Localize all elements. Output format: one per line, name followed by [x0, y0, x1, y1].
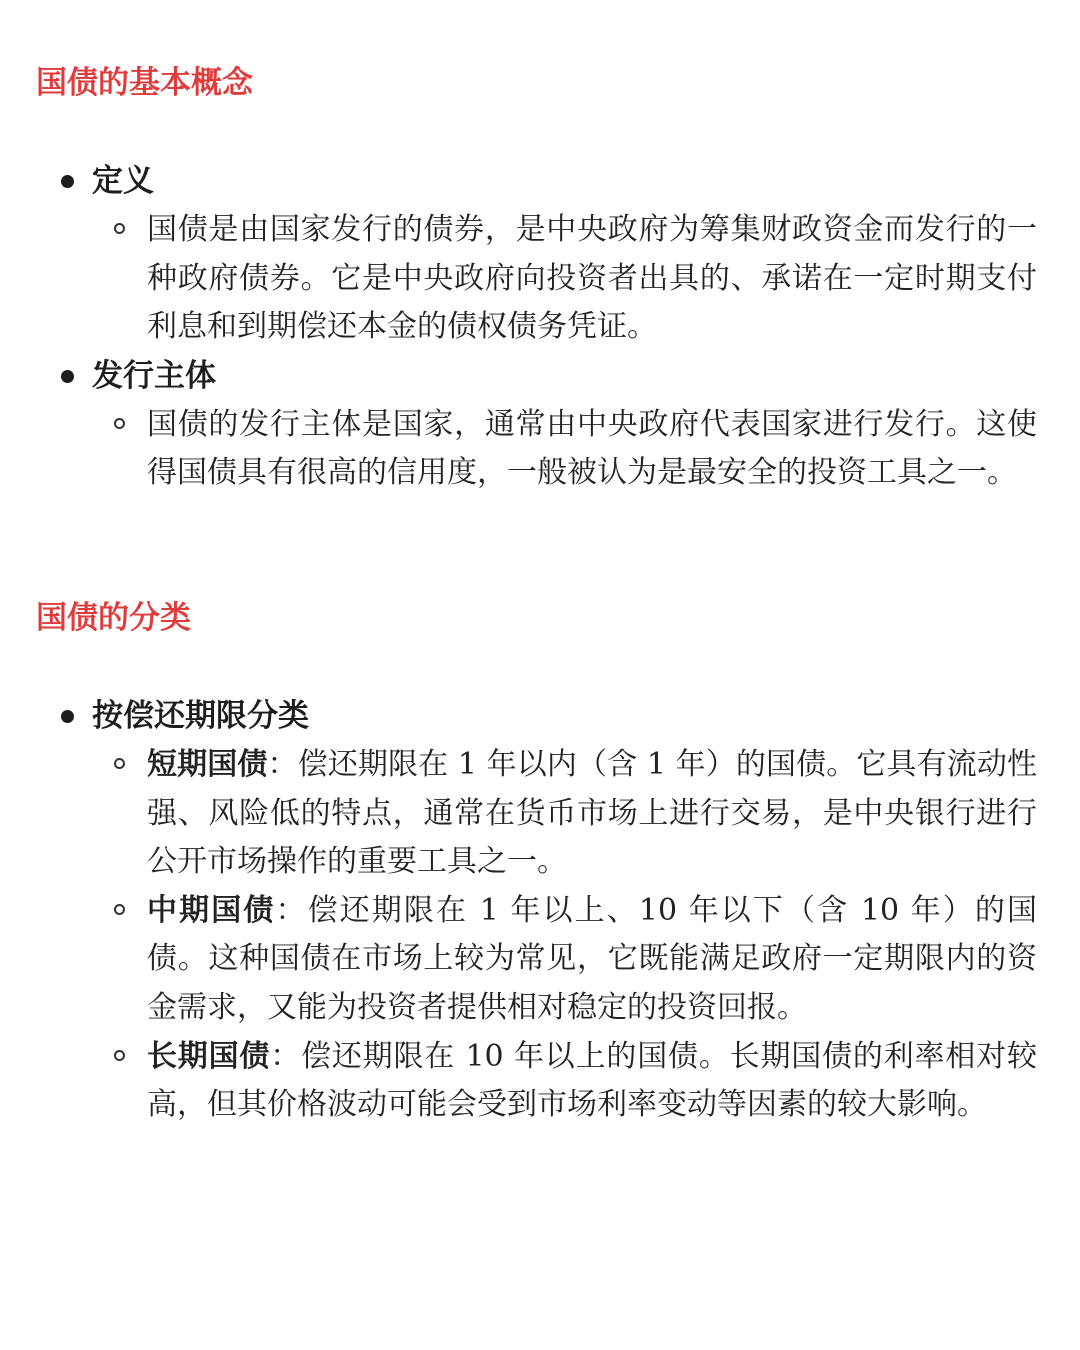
bullet-circle-icon	[114, 418, 125, 429]
bullet-circle-icon	[114, 223, 125, 234]
sub-item-medium-term	[92, 887, 1080, 1033]
bullet-circle-icon	[114, 758, 125, 769]
item-label-issuer: 发行主体	[92, 357, 216, 394]
sub-text-medium-term	[147, 887, 1037, 1033]
list-item-issuer	[0, 352, 1080, 498]
item-label-definition: 定义	[92, 163, 154, 199]
bullet-disc-icon	[61, 370, 74, 383]
sub-item-definition	[92, 206, 1080, 352]
section-title-classification: 国债的分类	[36, 600, 191, 636]
sub-item-short-term	[92, 741, 1080, 887]
desc-long-term: ：偿还期限在 10 年以上的国债。长期国债的利率相对较高，但其价格波动可能会受到市场利率变动等因素的较大影响。	[147, 1038, 1037, 1123]
desc-medium-term: ：偿还期限在 1 年以上、10 年以下（含 10 年）的国债。这种国债在市场上较为常见，它既能满足政府一定期限内的资金需求，又能为投资者提供相对稳定的投资回报。	[147, 892, 1038, 1025]
list-item-by-maturity	[0, 692, 1080, 1130]
sub-text-issuer: 国债的发行主体是国家，通常由中央政府代表国家进行发行。这使得国债具有很高的信用度，一般被认为是最安全的投资工具之一。	[147, 406, 1037, 491]
sub-item-issuer	[92, 401, 1080, 498]
bullet-circle-icon	[114, 904, 125, 915]
list-basic-concepts	[0, 157, 1080, 498]
sub-item-long-term	[92, 1033, 1080, 1130]
sub-text-short-term	[147, 741, 1037, 887]
bullet-disc-icon	[61, 710, 74, 723]
desc-short-term: ：偿还期限在 1 年以内（含 1 年）的国债。它具有流动性强、风险低的特点，通常在货币市场上进行交易，是中央银行进行公开市场操作的重要工具之一。	[147, 747, 1037, 880]
item-label-by-maturity: 按偿还期限分类	[92, 698, 309, 734]
term-long-term: 长期国债	[147, 1038, 271, 1074]
bullet-disc-icon	[61, 175, 74, 188]
list-classification	[0, 692, 1080, 1130]
term-medium-term: 中期国债	[147, 892, 276, 928]
section-title-basic-concepts: 国债的基本概念	[36, 65, 253, 101]
sub-text-long-term	[147, 1033, 1037, 1130]
bullet-circle-icon	[114, 1050, 125, 1061]
list-item-definition	[0, 157, 1080, 352]
term-short-term: 短期国债	[147, 747, 268, 782]
sub-text-definition: 国债是由国家发行的债券，是中央政府为筹集财政资金而发行的一种政府债券。它是中央政府向投资者出具的、承诺在一定时期支付利息和到期偿还本金的债权债务凭证。	[147, 212, 1037, 345]
